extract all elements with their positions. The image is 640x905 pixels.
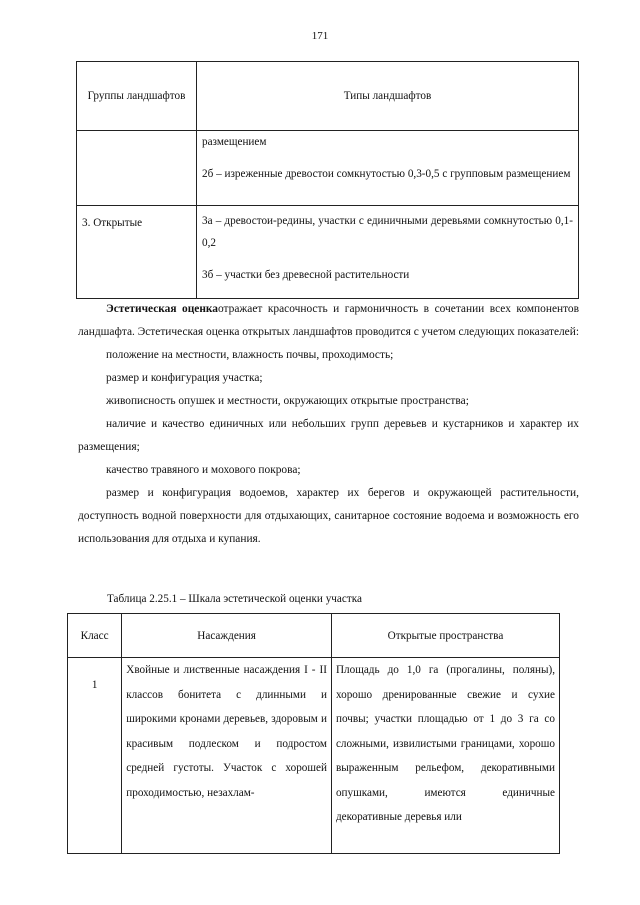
body-text <box>78 298 579 551</box>
table-row <box>68 658 560 854</box>
types-line: 3б – участки без древесной растительности <box>202 269 410 281</box>
term-bold: Эстетическая оценка <box>106 303 218 315</box>
header-open: Открытые пространства <box>331 614 559 658</box>
open-cell: Площадь до 1,0 га (прогалины, поляны), хорошо дренированные свежие и сухие почвы; участки площадью от 1 до 3 га со сложными, извилистыми границами, хорошо выраженным рельефом, декоративными опушками, имеются единичные декоративные деревья или <box>331 658 559 854</box>
list-item: размер и конфигурация участка; <box>106 372 263 384</box>
intro-text: отражает красочность и гармоничность в сочетании всех компонентов ландшафта. Эстетическая оценка открытых ландшафтов проводится с учетом следующих показателей: <box>78 303 579 338</box>
table-row <box>77 206 579 299</box>
header-class: Класс <box>68 614 122 658</box>
header-plantings: Насаждения <box>122 614 332 658</box>
page-number: 171 <box>311 30 329 42</box>
header-groups: Группы ландшафтов <box>77 62 197 131</box>
intro-paragraph <box>78 298 579 344</box>
list-item: наличие и качество единичных или небольших групп деревьев и кустарников и характер их размещения; <box>78 418 579 453</box>
landscape-types-table <box>76 61 579 299</box>
group-cell <box>77 131 197 206</box>
types-line: размещением <box>202 136 267 148</box>
plantings-cell: Хвойные и лиственные насаждения I - II классов бонитета с длинными и широкими кронами деревьев, здоровым и красивым подлеском и подростом средней густоты. Участок с хорошей проходимостью, незахлам- <box>122 658 332 854</box>
group-cell: 3. Открытые <box>77 206 197 299</box>
table-header-row <box>77 62 579 131</box>
list-item: положение на местности, влажность почвы, проходимость; <box>106 349 394 361</box>
types-cell <box>197 206 579 299</box>
aesthetic-scale-table <box>67 613 560 854</box>
table-caption: Таблица 2.25.1 – Шкала эстетической оценки участка <box>107 593 362 605</box>
list-item: живописность опушек и местности, окружающих открытые пространства; <box>106 395 469 407</box>
header-types: Типы ландшафтов <box>197 62 579 131</box>
types-cell <box>197 131 579 206</box>
list-item: размер и конфигурация водоемов, характер их берегов и окружающей растительности, доступность водной поверхности для отдыхающих, санитарное состояние водоема и возможность его использования для отдыха и купания. <box>78 487 579 545</box>
class-cell: 1 <box>68 658 122 854</box>
list-item: качество травяного и мохового покрова; <box>106 464 301 476</box>
table-header-row <box>68 614 560 658</box>
types-line: 3а – древостои-редины, участки с единичными деревьями сомкнутостью 0,1-0,2 <box>202 215 573 249</box>
types-line: 2б – изреженные древостои сомкнутостью 0,3-0,5 с групповым размещением <box>202 168 571 180</box>
table-row <box>77 131 579 206</box>
